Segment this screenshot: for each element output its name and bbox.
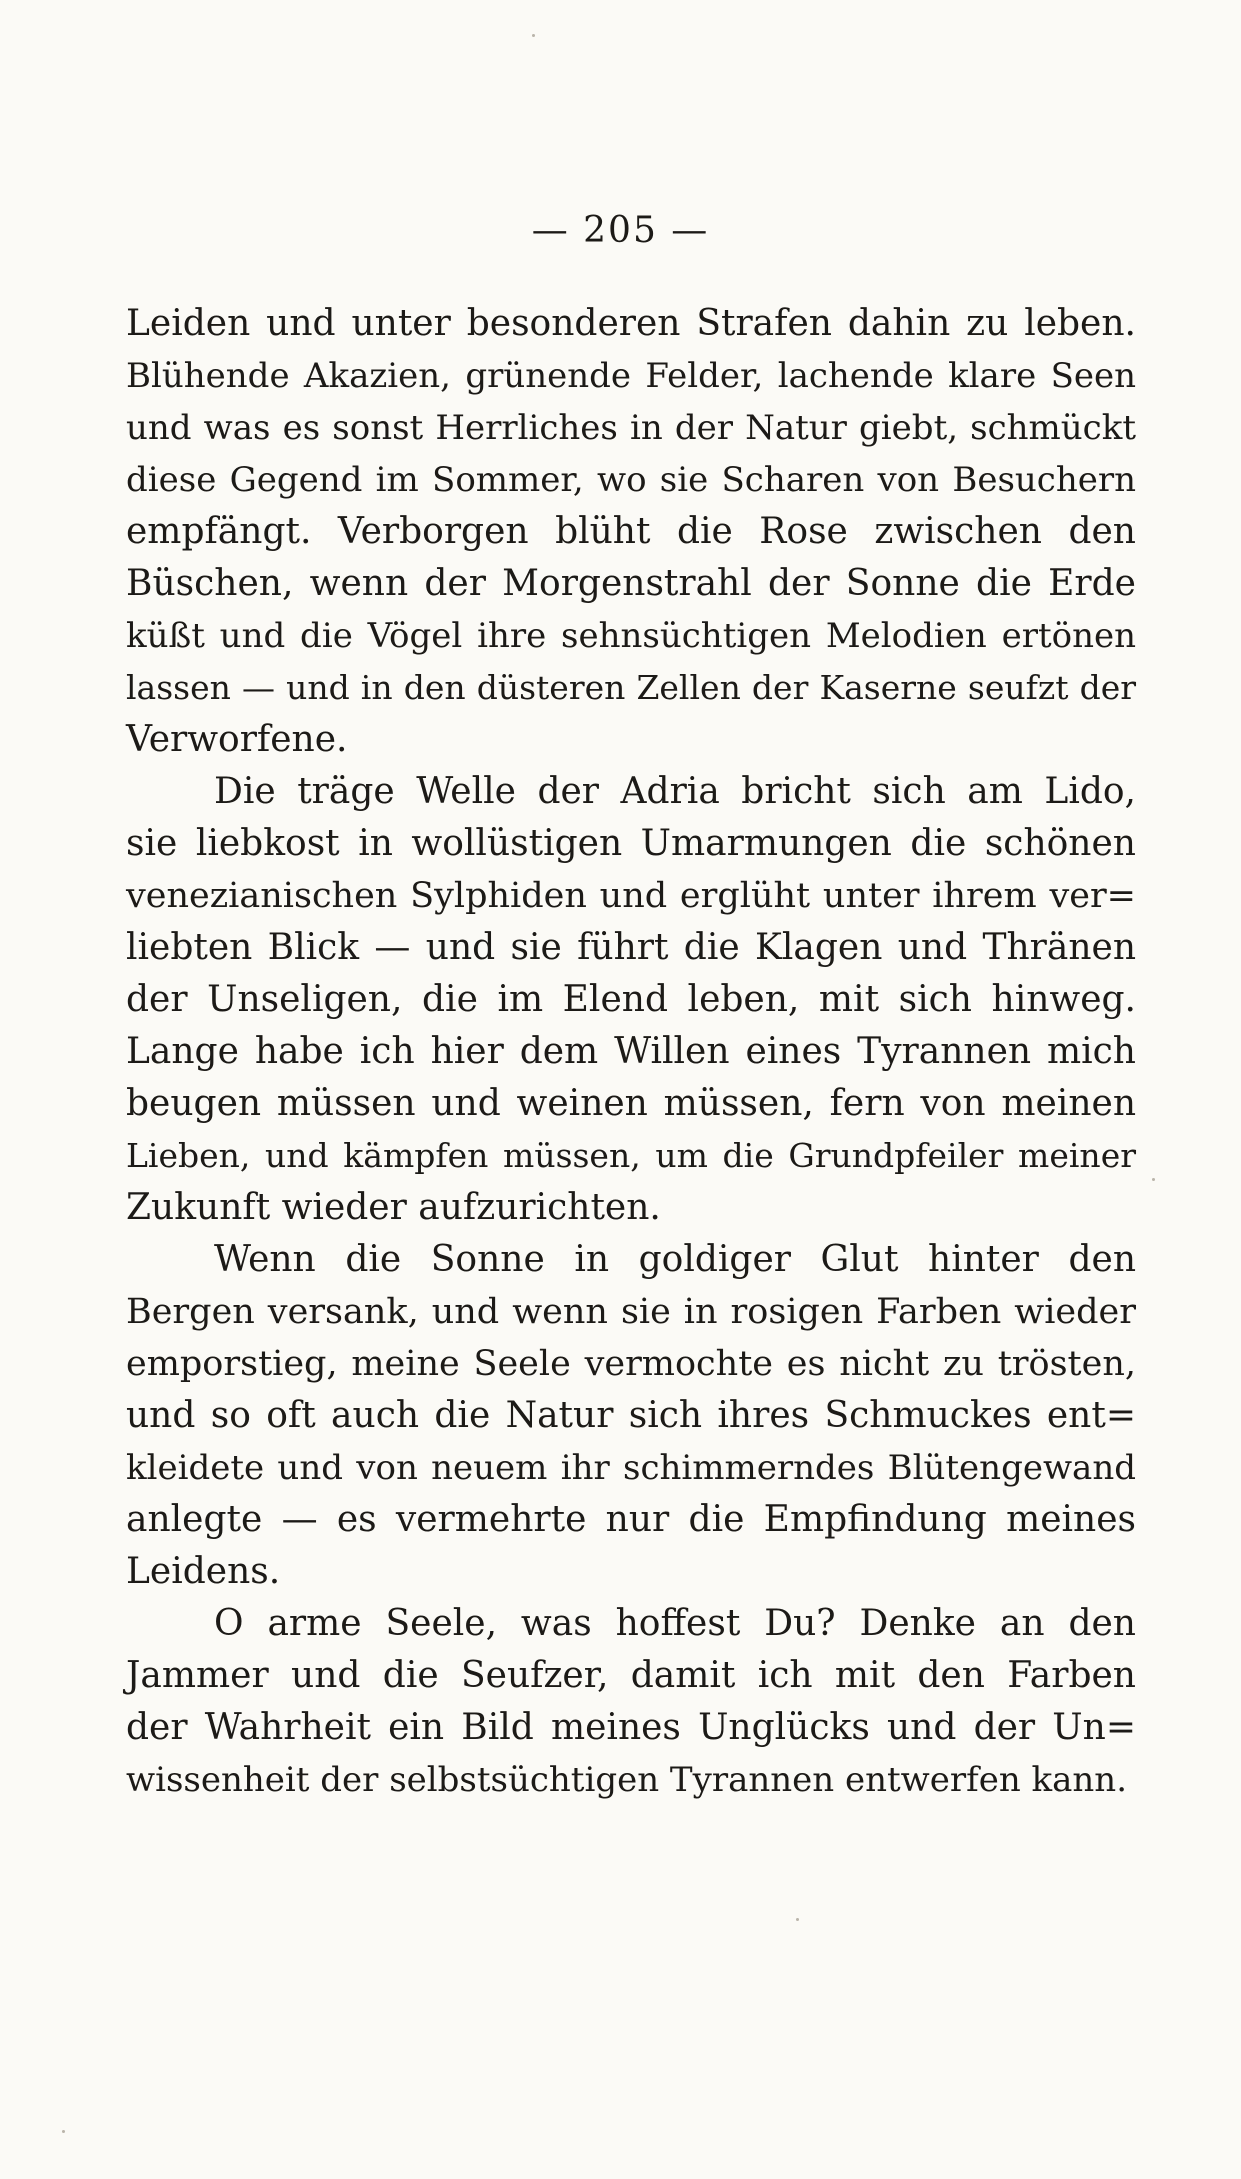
- text-line: Blühende Akazien, grünende Felder, lachende klare Seen: [126, 356, 1136, 396]
- text-line: anlegte — es vermehrte nur die Empfindung meines: [126, 1499, 1136, 1540]
- text-line: der Unseligen, die im Elend leben, mit sich hinweg.: [126, 979, 1136, 1020]
- paper-speck: [532, 34, 535, 37]
- paragraph-4: [126, 1598, 1136, 1806]
- text-line: Jammer und die Seufzer, damit ich mit den Farben: [126, 1655, 1136, 1696]
- text-line: kleidete und von neuem ihr schimmerndes Blütengewand: [126, 1448, 1136, 1488]
- text-line: lassen — und in den düsteren Zellen der Kaserne seufzt der: [126, 668, 1136, 707]
- text-line: Wenn die Sonne in goldiger Glut hinter den: [214, 1239, 1136, 1280]
- text-line: venezianischen Sylphiden und erglüht unter ihrem ver=: [126, 876, 1136, 916]
- paragraph-3: [126, 1234, 1136, 1598]
- text-line: Leiden und unter besonderen Strafen dahin zu leben.: [126, 303, 1136, 344]
- text-line: und so oft auch die Natur sich ihres Schmuckes ent=: [126, 1395, 1136, 1436]
- text-line: und was es sonst Herrliches in der Natur giebt, schmückt: [126, 408, 1136, 448]
- text-line: Verworfene.: [126, 719, 348, 760]
- text-line: Die träge Welle der Adria bricht sich am Lido,: [214, 771, 1136, 812]
- text-line: Lieben, und kämpfen müssen, um die Grundpfeiler meiner: [126, 1136, 1136, 1175]
- text-line: küßt und die Vögel ihre sehnsüchtigen Melodien ertönen: [126, 616, 1136, 656]
- text-line: diese Gegend im Sommer, wo sie Scharen von Besuchern: [126, 460, 1136, 500]
- text-line: Lange habe ich hier dem Willen eines Tyrannen mich: [126, 1031, 1136, 1072]
- paper-speck: [1152, 1178, 1155, 1181]
- text-line: empfängt. Verborgen blüht die Rose zwischen den: [126, 511, 1136, 552]
- text-line: Leidens.: [126, 1551, 281, 1592]
- paragraph-1: [126, 298, 1136, 766]
- text-line: Bergen versank, und wenn sie in rosigen Farben wieder: [126, 1292, 1136, 1332]
- text-line: Zukunft wieder aufzurichten.: [126, 1187, 661, 1228]
- paper-speck: [796, 1918, 799, 1921]
- text-line: der Wahrheit ein Bild meines Unglücks und der Un=: [126, 1707, 1136, 1748]
- text-line: liebten Blick — und sie führt die Klagen und Thränen: [126, 927, 1136, 968]
- text-line: wissenheit der selbstsüchtigen Tyrannen entwerfen kann.: [126, 1760, 1128, 1800]
- text-line: sie liebkost in wollüstigen Umarmungen die schönen: [126, 823, 1136, 864]
- paper-speck: [62, 2130, 65, 2133]
- text-line: O arme Seele, was hoffest Du? Denke an den: [214, 1603, 1136, 1644]
- text-line: Büschen, wenn der Morgenstrahl der Sonne die Erde: [126, 563, 1136, 604]
- text-line: emporstieg, meine Seele vermochte es nicht zu trösten,: [126, 1344, 1136, 1384]
- text-line: beugen müssen und weinen müssen, fern von meinen: [126, 1083, 1136, 1124]
- paragraph-2: [126, 766, 1136, 1234]
- body-text: [126, 298, 1136, 1806]
- page-number: — 205 —: [531, 210, 710, 251]
